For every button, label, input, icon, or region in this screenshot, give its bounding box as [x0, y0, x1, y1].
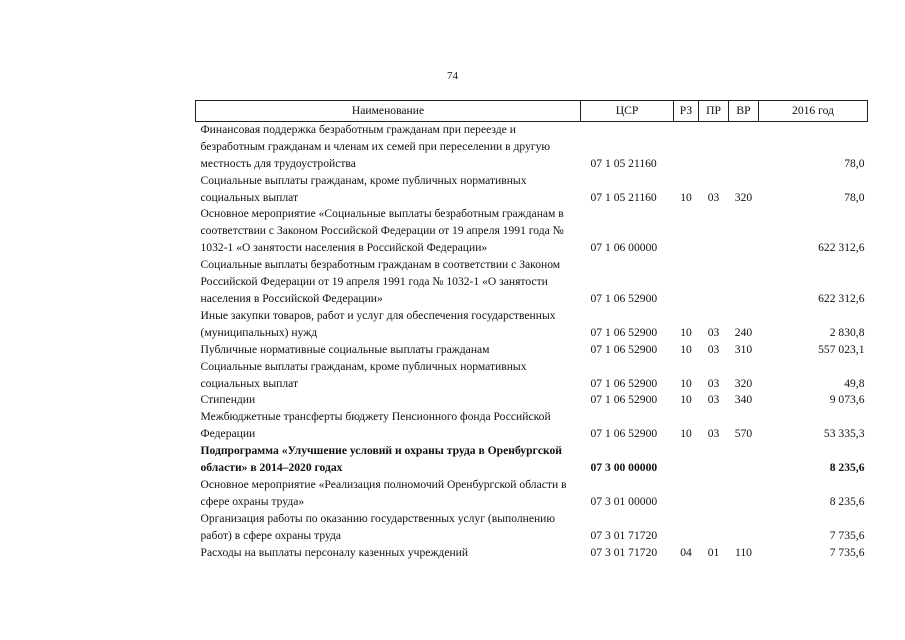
- table-row: [196, 359, 868, 393]
- cell-sum: 2 830,8: [829, 325, 865, 339]
- cell-rz: 10: [680, 325, 692, 339]
- cell-pr: 03: [707, 393, 720, 407]
- header-pr: ПР: [699, 101, 729, 122]
- cell-name: Подпрограмма «Улучшение условий и охраны труда в Оренбургской области» в 2014–2020 годах: [200, 444, 562, 475]
- cell-name: Организация работы по оказанию государственных услуг (выполнению работ) в сфере охраны труда: [200, 511, 556, 542]
- cell-rz: [674, 206, 699, 257]
- header-row: [196, 101, 868, 122]
- cell-name: Публичные нормативные социальные выплаты гражданам: [200, 342, 490, 356]
- cell-csr: 07 1 06 52900: [590, 342, 658, 356]
- cell-rz: 10: [680, 190, 692, 204]
- cell-name: Социальные выплаты гражданам, кроме публичных нормативных социальных выплат: [200, 173, 527, 204]
- budget-table: [195, 100, 868, 561]
- table-row: [196, 511, 868, 545]
- cell-name: Социальные выплаты безработным гражданам в соответствии с Законом Российской Федерации от 19 апреля 1991 года № 1032-1 «О занятости населения в Российской Федерации»: [200, 258, 561, 305]
- table-row: [196, 173, 868, 207]
- cell-pr: 01: [707, 545, 720, 559]
- cell-vr: 240: [734, 325, 753, 339]
- cell-rz: [674, 443, 699, 477]
- page-number: 74: [447, 70, 458, 82]
- cell-name: Социальные выплаты гражданам, кроме публичных нормативных социальных выплат: [200, 359, 527, 390]
- cell-csr: 07 3 01 71720: [590, 528, 658, 542]
- cell-name: Расходы на выплаты персоналу казенных учреждений: [200, 545, 469, 559]
- cell-sum: 8 235,6: [829, 461, 865, 475]
- cell-vr: [729, 206, 759, 257]
- cell-sum: 7 735,6: [829, 528, 865, 542]
- cell-pr: 03: [707, 325, 720, 339]
- table-row: [196, 409, 868, 443]
- header-vr: ВР: [729, 101, 759, 122]
- cell-vr: [729, 257, 759, 308]
- header-name: Наименование: [196, 101, 581, 122]
- cell-csr: 07 1 05 21160: [590, 190, 657, 204]
- cell-csr: 07 1 06 52900: [590, 291, 658, 305]
- cell-pr: [699, 206, 729, 257]
- cell-pr: 03: [707, 427, 720, 441]
- table-row: [196, 392, 868, 409]
- cell-csr: 07 1 06 52900: [590, 393, 658, 407]
- cell-sum: 53 335,3: [823, 427, 865, 441]
- cell-sum: 78,0: [844, 156, 865, 170]
- cell-sum: 49,8: [844, 376, 865, 390]
- cell-rz: 10: [680, 342, 692, 356]
- cell-pr: 03: [707, 190, 720, 204]
- cell-rz: 10: [680, 376, 692, 390]
- header-csr: ЦСР: [581, 101, 674, 122]
- cell-sum: 8 235,6: [829, 494, 865, 508]
- table-row: [196, 443, 868, 477]
- cell-csr: 07 1 06 00000: [590, 241, 658, 255]
- cell-name: Стипендии: [200, 393, 256, 407]
- cell-sum: 557 023,1: [818, 342, 865, 356]
- cell-vr: [729, 121, 759, 172]
- cell-pr: 03: [707, 376, 720, 390]
- table-header: [196, 101, 868, 122]
- cell-sum: 9 073,6: [829, 393, 865, 407]
- cell-name: Иные закупки товаров, работ и услуг для обеспечения государственных (муниципальных) нужд: [200, 308, 556, 339]
- cell-vr: 320: [734, 376, 753, 390]
- cell-vr: 570: [734, 427, 753, 441]
- table-row: [196, 477, 868, 511]
- cell-csr: 07 1 05 21160: [590, 156, 657, 170]
- cell-csr: 07 3 00 00000: [590, 461, 658, 475]
- cell-vr: [729, 443, 759, 477]
- cell-rz: [674, 121, 699, 172]
- table-row: [196, 342, 868, 359]
- cell-pr: 03: [707, 342, 720, 356]
- cell-vr: [729, 477, 759, 511]
- cell-rz: 10: [680, 393, 692, 407]
- cell-csr: 07 1 06 52900: [590, 427, 658, 441]
- header-sum: 2016 год: [759, 101, 868, 122]
- cell-rz: [674, 511, 699, 545]
- cell-pr: [699, 443, 729, 477]
- cell-sum: 622 312,6: [818, 291, 865, 305]
- cell-vr: 110: [735, 545, 752, 559]
- table-row: [196, 206, 868, 257]
- cell-csr: 07 3 01 00000: [590, 494, 658, 508]
- cell-rz: 04: [680, 545, 692, 559]
- cell-pr: [699, 511, 729, 545]
- table-body: [196, 121, 868, 561]
- cell-sum: 622 312,6: [818, 241, 865, 255]
- cell-vr: [729, 511, 759, 545]
- table-row: [196, 257, 868, 308]
- cell-rz: 10: [680, 427, 692, 441]
- cell-name: Основное мероприятие «Реализация полномочий Оренбургской области в сфере охраны труда»: [200, 477, 567, 508]
- table-row: [196, 545, 868, 562]
- cell-sum: 78,0: [844, 190, 865, 204]
- cell-pr: [699, 257, 729, 308]
- cell-name: Основное мероприятие «Социальные выплаты безработным гражданам в соответствии с Законом Российской Федерации от 19 апреля 1991 года № 1032-1 «О занятости населения в Российской Федерации»: [200, 207, 564, 255]
- cell-pr: [699, 121, 729, 172]
- cell-name: Межбюджетные трансферты бюджету Пенсионного фонда Российской Федерации: [200, 410, 551, 441]
- cell-csr: 07 1 06 52900: [590, 325, 658, 339]
- cell-csr: 07 3 01 71720: [590, 545, 658, 559]
- cell-rz: [674, 257, 699, 308]
- cell-sum: 7 735,6: [829, 545, 865, 559]
- cell-name: Финансовая поддержка безработным гражданам при переезде и безработным гражданам и членам их семей при переселении в другую местность для трудоустройства: [200, 122, 551, 170]
- cell-csr: 07 1 06 52900: [590, 376, 658, 390]
- header-rz: РЗ: [674, 101, 699, 122]
- cell-vr: 310: [734, 342, 753, 356]
- table-row: [196, 308, 868, 342]
- cell-vr: 320: [734, 190, 753, 204]
- cell-pr: [699, 477, 729, 511]
- cell-rz: [674, 477, 699, 511]
- table-row: [196, 121, 868, 172]
- cell-vr: 340: [734, 393, 753, 407]
